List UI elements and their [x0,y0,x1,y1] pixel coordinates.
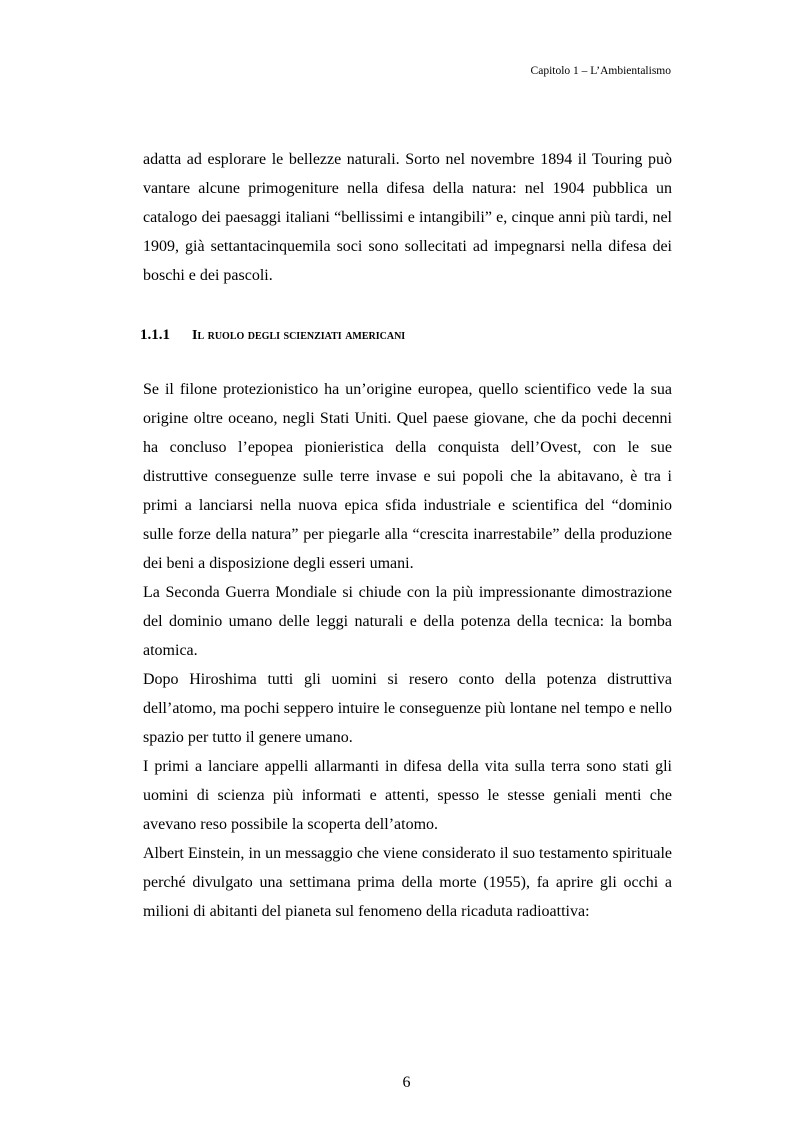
paragraph: La Seconda Guerra Mondiale si chiude con la più impressionante dimostrazione del dominio umano delle leggi naturali e della potenza della tecnica: la bomba atomica. [143,584,672,659]
page-number: 6 [402,1074,411,1091]
paragraph: I primi a lanciare appelli allarmanti in difesa della vita sulla terra sono stati gli uomini di scienza più informati e attenti, spesso le stesse geniali menti che avevano reso possibile la scoperta dell’atomo. [143,758,672,833]
section-heading [140,325,405,346]
section-number: 1.1.1 [140,327,170,343]
paragraph: Dopo Hiroshima tutti gli uomini si resero conto della potenza distruttiva dell’atomo, ma pochi seppero intuire le conseguenze più lontane nel tempo e nello spazio per tutto il genere umano. [143,671,672,746]
section-title: Il ruolo degli scienziati americani [192,328,406,343]
paragraph: adatta ad esplorare le bellezze naturali. Sorto nel novembre 1894 il Touring può vantare alcune primogeniture nella difesa della natura: nel 1904 pubblica un catalogo dei paesaggi italiani “bellissimi e intangibili” e, cinque anni più tardi, nel 1909, già settantacinquemila soci sono sollecitati ad impegnarsi nella difesa dei boschi e dei pascoli. [143,151,672,284]
paragraph: Albert Einstein, in un messaggio che viene considerato il suo testamento spirituale perché divulgato una settimana prima della morte (1955), fa aprire gli occhi a milioni di abitanti del pianeta sul fenomeno della ricaduta radioattiva: [143,845,672,920]
intro-paragraph-block [143,145,672,290]
section-body [143,375,672,926]
running-header: Capitolo 1 – L’Ambientalismo [530,65,671,77]
paragraph: Se il filone protezionistico ha un’origine europea, quello scientifico vede la sua origine oltre oceano, negli Stati Uniti. Quel paese giovane, che da pochi decenni ha concluso l’epopea pionieristica della conquista dell’Ovest, con le sue distruttive conseguenze sulle terre invase e sui popoli che la abitavano, è tra i primi a lanciarsi nella nuova epica sfida industriale e scientifica del “dominio sulle forze della natura” per piegarle alla “crescita inarrestabile” della produzione dei beni a disposizione degli esseri umani. [143,381,672,572]
